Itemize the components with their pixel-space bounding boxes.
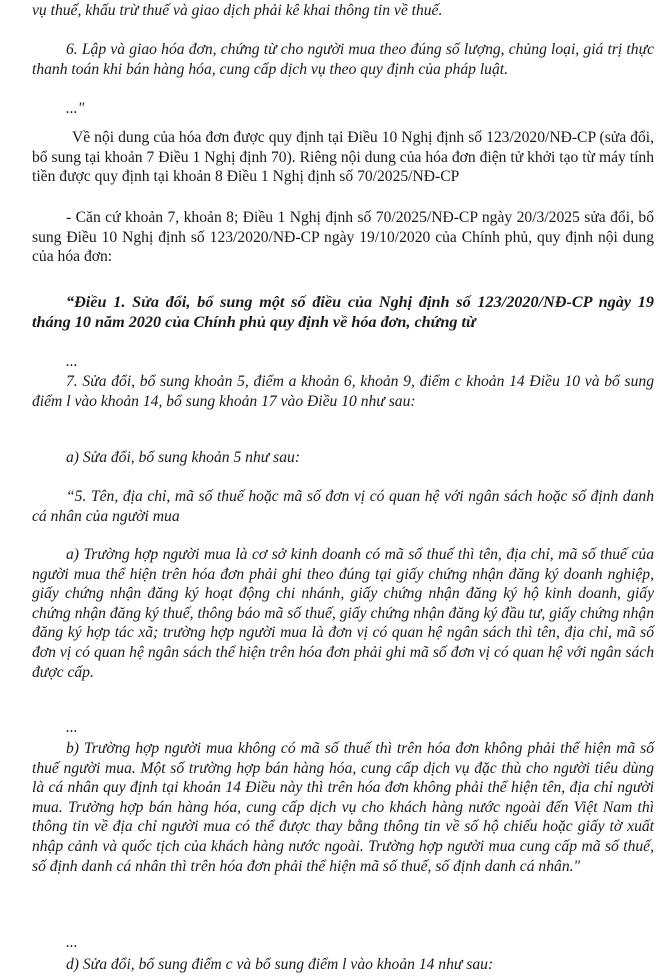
ellipsis: ... — [66, 719, 78, 736]
paragraph-item-7: 7. Sửa đổi, bổ sung khoản 5, điểm a khoản 6, khoản 9, điểm c khoản 14 Điều 10 và bổ sung điểm l vào khoản 14, bổ sung khoản 17 vào Điều 10 như sau: — [32, 373, 654, 410]
ellipsis: ... — [66, 934, 78, 951]
ellipsis: ... — [66, 353, 78, 370]
paragraph-point-a: a) Sửa đổi, bổ sung khoản 5 như sau: — [66, 449, 301, 466]
paragraph-invoice-content: Về nội dung của hóa đơn được quy định tại Điều 10 Nghị định số 123/2020/NĐ-CP (sửa đổi, bổ sung tại khoản 7 Điều 1 Nghị định 70). Riêng nội dung của hóa đơn điện tử khởi tạo từ máy tính tiền được quy định tại khoản 8 Điều 1 Nghị định số 70/2025/NĐ-CP — [32, 129, 654, 186]
paragraph-clause-5: “5. Tên, địa chỉ, mã số thuế hoặc mã số đơn vị có quan hệ với ngân sách hoặc số định danh cá nhân của người mua — [32, 488, 654, 525]
paragraph-legal-basis: - Căn cứ khoản 7, khoản 8; Điều 1 Nghị định số 70/2025/NĐ-CP ngày 20/3/2025 sửa đổi, bổ sung Điều 10 Nghị định số 123/2020/NĐ-CP ngày 19/10/2020 của Chính phủ, quy định nội dung của hóa đơn: — [32, 209, 654, 266]
paragraph-clause-5a: a) Trường hợp người mua là cơ sở kinh doanh có mã số thuế thì tên, địa chỉ, mã số thuế của người mua thể hiện trên hóa đơn phải ghi theo đúng tại giấy chứng nhận đăng ký doanh nghiệp, giấy chứng nhận đăng ký hoạt động chi nhánh, giấy chứng nhận đăng ký hộ kinh doanh, giấy chứng nhận đăng ký thuế, thông báo mã số thuế, giấy chứng nhận đăng ký đầu tư, giấy chứng nhận đăng ký hợp tác xã; trường hợp người mua là đơn vị có quan hệ ngân sách thì tên, địa chỉ, mã số đơn vị có quan hệ ngân sách thể hiện trên hóa đơn phải ghi mã số đơn vị có quan hệ với ngân sách được cấp. — [32, 546, 654, 681]
heading-article-1: “Điều 1. Sửa đổi, bổ sung một số điều của Nghị định số 123/2020/NĐ-CP ngày 19 tháng 10 năm 2020 của Chính phủ quy định về hóa đơn, chứng từ — [32, 293, 654, 332]
paragraph-clause-5b: b) Trường hợp người mua không có mã số thuế thì trên hóa đơn không phải thể hiện mã số thuế người mua. Một số trường hợp bán hàng hóa, cung cấp dịch vụ đặc thù cho người tiêu dùng là cá nhân quy định tại khoản 14 Điều này thì trên hóa đơn không phải thể hiện tên, địa chỉ người mua. Trường hợp bán hàng hóa, cung cấp dịch vụ cho khách hàng nước ngoài đến Việt Nam thì thông tin về địa chỉ người mua có thể được thay bằng thông tin về số hộ chiếu hoặc giấy tờ xuất nhập cảnh và quốc tịch của khách hàng nước ngoài. Trường hợp người mua cung cấp mã số thuế, số định danh cá nhân thì trên hóa đơn phải thể hiện mã số thuế, số định danh cá nhân." — [32, 740, 654, 875]
paragraph-item-6: 6. Lập và giao hóa đơn, chứng từ cho người mua theo đúng số lượng, chủng loại, giá trị thực thanh toán khi bán hàng hóa, cung cấp dịch vụ theo quy định của pháp luật. — [32, 41, 654, 78]
paragraph-tax-info-continued: vụ thuế, khấu trừ thuế và giao dịch phải kê khai thông tin về thuế. — [32, 2, 443, 19]
paragraph-point-d: d) Sửa đổi, bổ sung điểm c và bổ sung điểm l vào khoản 14 như sau: — [66, 956, 494, 973]
ellipsis-quote-end: ..." — [66, 100, 85, 117]
